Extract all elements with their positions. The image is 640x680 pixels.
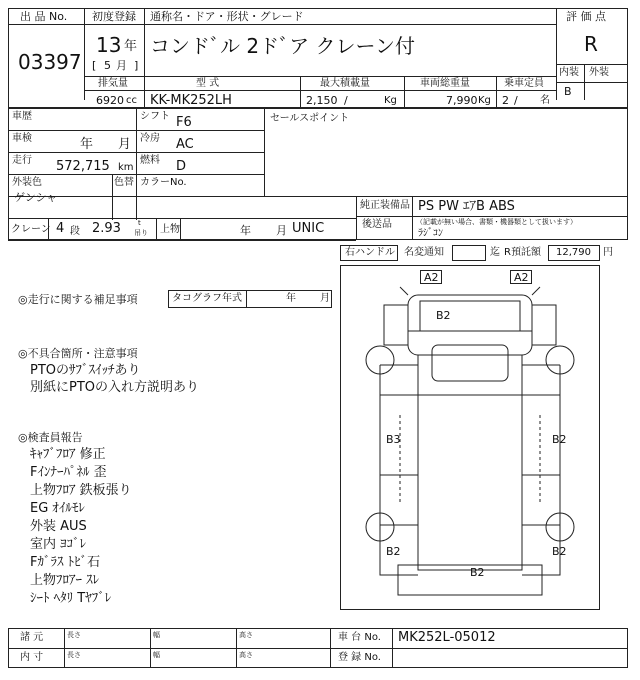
crane-stages: 4	[56, 221, 65, 236]
mileage-value: 572,715	[56, 159, 110, 174]
registration-label: 登 録 No.	[338, 652, 381, 663]
chassis-number: MK252L-05012	[398, 630, 496, 645]
r-deposit-label: R預託額	[504, 247, 541, 258]
tachograph-label: タコグラフ年式	[172, 293, 242, 304]
upper-month: 月	[276, 224, 287, 237]
defects-title: ◎不具合箇所・注意事項	[18, 347, 138, 360]
history-label: 車歴	[12, 111, 32, 122]
displacement-unit: cc	[126, 95, 137, 106]
r-deposit-value: 12,790	[556, 247, 591, 258]
inspector-line: EG ｵｲﾙﾓﾚ	[30, 501, 85, 516]
inspector-line: 外装 AUS	[30, 519, 87, 534]
model-label: 型 式	[196, 78, 220, 89]
equipment-label: 純正装備品	[360, 200, 410, 211]
inspector-line: 室内 ﾖｺﾞﾚ	[30, 537, 87, 552]
lot-label: 出 品 No.	[20, 10, 68, 23]
max-load-unit: Kg	[384, 95, 397, 106]
damage-mark: B2	[386, 545, 401, 558]
capacity-unit: 名	[540, 95, 550, 106]
length-label: 長さ	[67, 651, 81, 659]
inspector-title: ◎検査員報告	[18, 431, 83, 444]
steering-value: 右ハンドル	[345, 247, 395, 258]
tachograph-year: 年	[286, 293, 296, 304]
aftermarket-value: ﾗｼﾞｺﾝ	[418, 228, 443, 239]
upper-label: 上物	[160, 224, 180, 235]
bracket-open: [	[92, 59, 97, 72]
width-label: 幅	[153, 651, 160, 659]
inspection-year: 年	[80, 137, 94, 152]
bracket-close: ]	[134, 59, 139, 72]
gross-weight-label: 車両総重量	[420, 78, 470, 89]
displacement-value: 6920	[96, 94, 124, 107]
inspector-line: 上物ﾌﾛｱ 鉄板張り	[30, 483, 132, 498]
fuel-label: 燃料	[140, 155, 160, 166]
width-label: 幅	[153, 631, 160, 639]
gross-weight-value: 7,990	[446, 94, 478, 107]
inspector-line: Fｶﾞﾗｽ ﾄﾋﾞ石	[30, 555, 101, 570]
odometer-until: 迄	[490, 247, 500, 258]
supplement-title: ◎走行に関する補足事項	[18, 293, 138, 306]
name-label: 通称名・ドア・形状・グレード	[150, 10, 304, 23]
max-load-value: 2,150	[306, 94, 338, 107]
aftermarket-note: （記載が無い場合、書類・機器類として扱います）	[416, 218, 577, 226]
mileage-label: 走行	[12, 155, 32, 166]
height-label: 高さ	[239, 651, 253, 659]
inspection-month: 月	[118, 137, 132, 152]
crane-label: クレーン	[11, 224, 51, 235]
crane-capacity-unit-bottom: 吊り	[134, 229, 148, 237]
r-deposit-unit: 円	[603, 247, 613, 258]
car-name: コンドﾞル 2ドﾞア クレーン付	[150, 34, 416, 58]
crane-capacity: 2.93	[92, 221, 121, 236]
first-reg-month-unit: 月	[116, 59, 127, 72]
shift-value: F6	[176, 115, 192, 130]
chassis-label: 車 台 No.	[338, 632, 381, 643]
lot-number: 03397	[18, 50, 82, 74]
first-reg-label: 初度登録	[92, 10, 136, 23]
capacity-value: 2	[502, 94, 509, 107]
color-value: ゲンシャ	[14, 191, 58, 204]
max-load-label: 最大積載量	[320, 78, 370, 89]
inspector-line: ｷｬﾌﾞﾌﾛｱ 修正	[30, 447, 106, 462]
first-reg-month: 5	[104, 59, 111, 72]
height-label: 高さ	[239, 631, 253, 639]
capacity-label: 乗車定員	[504, 78, 544, 89]
name-change-box	[452, 245, 486, 261]
gross-weight-unit: Kg	[478, 95, 491, 106]
tachograph-month: 月	[320, 293, 330, 304]
damage-mark: B3	[386, 433, 401, 446]
displacement-label: 排気量	[98, 78, 128, 89]
first-reg-year: 13	[96, 33, 122, 57]
interior-score: B	[564, 85, 572, 98]
grade-score: R	[584, 32, 598, 56]
damage-mark: A2	[514, 271, 529, 284]
defect-line: PTOのｻﾌﾞｽｲｯﾁあり	[30, 363, 141, 378]
ac-value: AC	[176, 137, 194, 152]
crane-stages-unit: 段	[70, 226, 80, 237]
interior-dims-label: 内 寸	[20, 652, 44, 663]
damage-mark: B2	[552, 433, 567, 446]
defect-line: 別紙にPTOの入れ方説明あり	[30, 380, 200, 395]
inspection-label: 車検	[12, 133, 32, 144]
inspector-line: Fｲﾝﾅｰﾊﾟﾈﾙ 歪	[30, 465, 107, 480]
damage-mark: B2	[552, 545, 567, 558]
grade-label: 評 価 点	[566, 10, 606, 23]
length-label: 長さ	[67, 631, 81, 639]
crane-capacity-unit-top: t	[138, 219, 141, 227]
capacity-sep: /	[514, 94, 518, 107]
header-frame	[8, 8, 628, 108]
name-change-label: 名変通知	[404, 247, 444, 258]
damage-mark: B2	[436, 309, 451, 322]
inspector-line: 上物ﾌﾛｱｰ ｽﾚ	[30, 573, 100, 588]
color-code-label: カラーNo.	[140, 177, 187, 188]
inspector-line: ｼｰﾄ ﾍﾀﾘ Tﾔﾌﾞﾚ	[30, 591, 112, 606]
aftermarket-label: 後送品	[362, 219, 392, 230]
upper-maker: UNIC	[292, 221, 325, 236]
damage-mark: A2	[424, 271, 439, 284]
model-value: KK-MK252LH	[150, 93, 232, 108]
color-label: 外装色	[12, 177, 42, 188]
dims-label: 諸 元	[20, 632, 44, 643]
ac-label: 冷房	[140, 133, 160, 144]
max-load-sep: /	[344, 94, 348, 107]
shift-label: シフト	[140, 111, 170, 122]
upper-year: 年	[240, 224, 251, 237]
first-reg-year-unit: 年	[124, 39, 138, 54]
interior-label: 内装	[559, 67, 579, 78]
damage-mark: B2	[470, 566, 485, 579]
color-change-label: 色替	[114, 177, 134, 188]
mileage-unit: km	[118, 162, 134, 173]
sales-point-label: セールスポイント	[270, 113, 350, 124]
fuel-value: D	[176, 159, 187, 174]
exterior-label: 外装	[589, 67, 609, 78]
equipment-value: PS PW ｴｱB ABS	[418, 199, 515, 214]
